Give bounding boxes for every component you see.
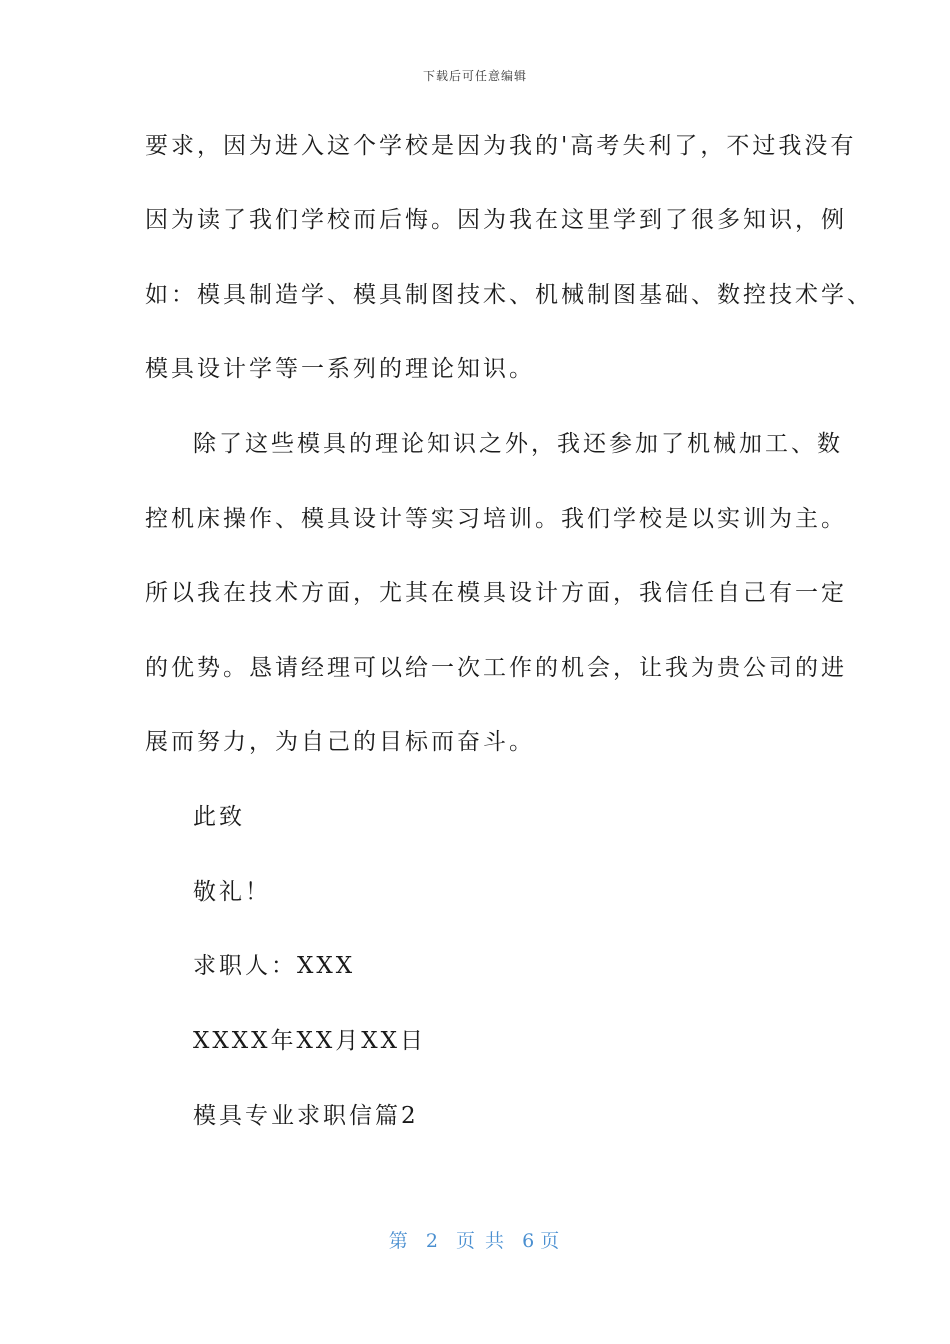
header-note: 下载后可任意编辑 — [422, 69, 527, 83]
footer-total-pages: 6 — [522, 1230, 537, 1252]
next-section-title: 模具专业求职信篇2 — [193, 1103, 419, 1129]
applicant-signature: 求职人：XXX — [193, 953, 356, 979]
salute-text: 敬礼！ — [193, 879, 271, 905]
body-line: 展而努力，为自己的目标而奋斗。 — [145, 729, 535, 755]
closing-text: 此致 — [193, 804, 245, 830]
body-line: 因为读了我们学校而后悔。因为我在这里学到了很多知识，例 — [145, 207, 847, 233]
footer-suffix: 页 — [540, 1230, 562, 1252]
letter-date: XXXX年XX月XX日 — [193, 1028, 426, 1054]
footer-middle: 页 共 — [456, 1230, 507, 1252]
body-line: 要求，因为进入这个学校是因为我的'高考失利了，不过我没有 — [145, 133, 857, 159]
body-line-indented: 除了这些模具的理论知识之外，我还参加了机械加工、数 — [193, 431, 843, 457]
body-line: 如：模具制造学、模具制图技术、机械制图基础、数控技术学、 — [145, 282, 873, 308]
page-number-footer — [0, 1226, 950, 1253]
footer-current-page: 2 — [425, 1230, 440, 1252]
body-line: 控机床操作、模具设计等实习培训。我们学校是以实训为主。 — [145, 506, 847, 532]
body-line: 所以我在技术方面，尤其在模具设计方面，我信任自己有一定 — [145, 580, 847, 606]
footer-prefix: 第 — [388, 1230, 410, 1252]
body-line: 模具设计学等一系列的理论知识。 — [145, 356, 535, 382]
body-line: 的优势。恳请经理可以给一次工作的机会，让我为贵公司的进 — [145, 655, 847, 681]
